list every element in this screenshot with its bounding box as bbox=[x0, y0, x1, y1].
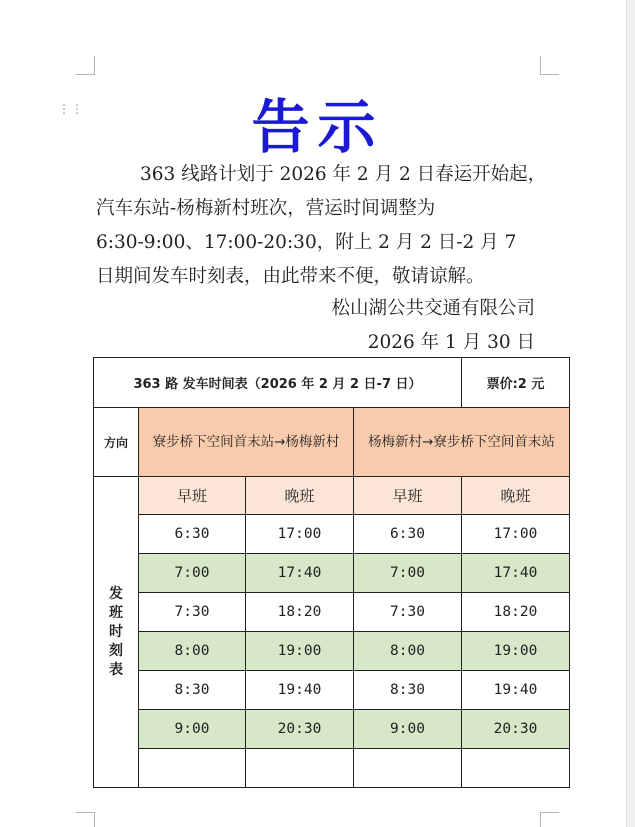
notice-date: 2026 年 1 月 30 日 bbox=[367, 332, 535, 353]
time-cell: 8:30 bbox=[354, 671, 462, 710]
notice-line: 363 线路计划于 2026 年 2 月 2 日春运开始起， bbox=[140, 164, 547, 185]
time-cell: 8:00 bbox=[354, 632, 462, 671]
table-row bbox=[94, 554, 570, 593]
time-cell: 20:30 bbox=[246, 710, 354, 749]
table-row bbox=[94, 749, 570, 788]
schedule-label-cell bbox=[94, 477, 139, 788]
time-cell: 9:00 bbox=[354, 710, 462, 749]
time-cell: 19:00 bbox=[246, 632, 354, 671]
table-row bbox=[94, 593, 570, 632]
time-cell bbox=[462, 749, 570, 788]
time-cell: 8:00 bbox=[139, 632, 246, 671]
shift-row bbox=[94, 477, 570, 515]
time-cell bbox=[139, 749, 246, 788]
shift-header: 早班 bbox=[354, 477, 462, 515]
notice-line: 汽车东站-杨梅新村班次，营运时间调整为 bbox=[96, 198, 436, 219]
page-corner-mark bbox=[76, 56, 95, 75]
time-cell: 18:20 bbox=[462, 593, 570, 632]
time-cell: 7:30 bbox=[139, 593, 246, 632]
company-signature: 松山湖公共交通有限公司 bbox=[331, 298, 535, 319]
time-cell: 7:00 bbox=[354, 554, 462, 593]
time-cell: 17:00 bbox=[462, 515, 570, 554]
table-row bbox=[94, 515, 570, 554]
time-cell: 17:40 bbox=[246, 554, 354, 593]
table-title: 363 路 发车时间表（2026 年 2 月 2 日-7 日） bbox=[94, 358, 462, 408]
time-cell: 6:30 bbox=[139, 515, 246, 554]
direction-row bbox=[94, 408, 570, 477]
time-cell: 7:30 bbox=[354, 593, 462, 632]
time-cell: 19:40 bbox=[462, 671, 570, 710]
table-row bbox=[94, 710, 570, 749]
time-cell: 18:20 bbox=[246, 593, 354, 632]
direction-outbound: 寮步桥下空间首末站→杨梅新村 bbox=[139, 408, 354, 477]
table-row bbox=[94, 632, 570, 671]
notice-line: 6:30-9:00、17:00-20:30，附上 2 月 2 日-2 月 7 bbox=[96, 232, 517, 253]
page-corner-mark bbox=[540, 56, 559, 75]
direction-label: 方向 bbox=[94, 408, 139, 477]
page-corner-mark bbox=[540, 812, 559, 827]
table-header-row bbox=[94, 358, 570, 408]
time-cell: 9:00 bbox=[139, 710, 246, 749]
shift-header: 晚班 bbox=[462, 477, 570, 515]
shift-header: 早班 bbox=[139, 477, 246, 515]
schedule-label: 发 班 时 刻 表 bbox=[109, 585, 123, 678]
time-cell: 6:30 bbox=[354, 515, 462, 554]
page-corner-mark bbox=[76, 812, 95, 827]
time-cell: 17:00 bbox=[246, 515, 354, 554]
move-handle-icon[interactable]: ⋮⋮ bbox=[58, 102, 84, 116]
shift-header: 晚班 bbox=[246, 477, 354, 515]
time-cell: 8:30 bbox=[139, 671, 246, 710]
table-row bbox=[94, 671, 570, 710]
time-cell: 19:00 bbox=[462, 632, 570, 671]
time-cell: 7:00 bbox=[139, 554, 246, 593]
time-cell: 20:30 bbox=[462, 710, 570, 749]
time-cell: 19:40 bbox=[246, 671, 354, 710]
notice-title: 告示 bbox=[251, 93, 384, 161]
ticket-price: 票价:2 元 bbox=[462, 358, 570, 408]
schedule-table bbox=[93, 357, 570, 788]
time-cell: 17:40 bbox=[462, 554, 570, 593]
time-cell bbox=[354, 749, 462, 788]
time-cell bbox=[246, 749, 354, 788]
notice-line: 日期间发车时刻表，由此带来不便，敬请谅解。 bbox=[96, 266, 485, 287]
direction-inbound: 杨梅新村→寮步桥下空间首末站 bbox=[354, 408, 570, 477]
